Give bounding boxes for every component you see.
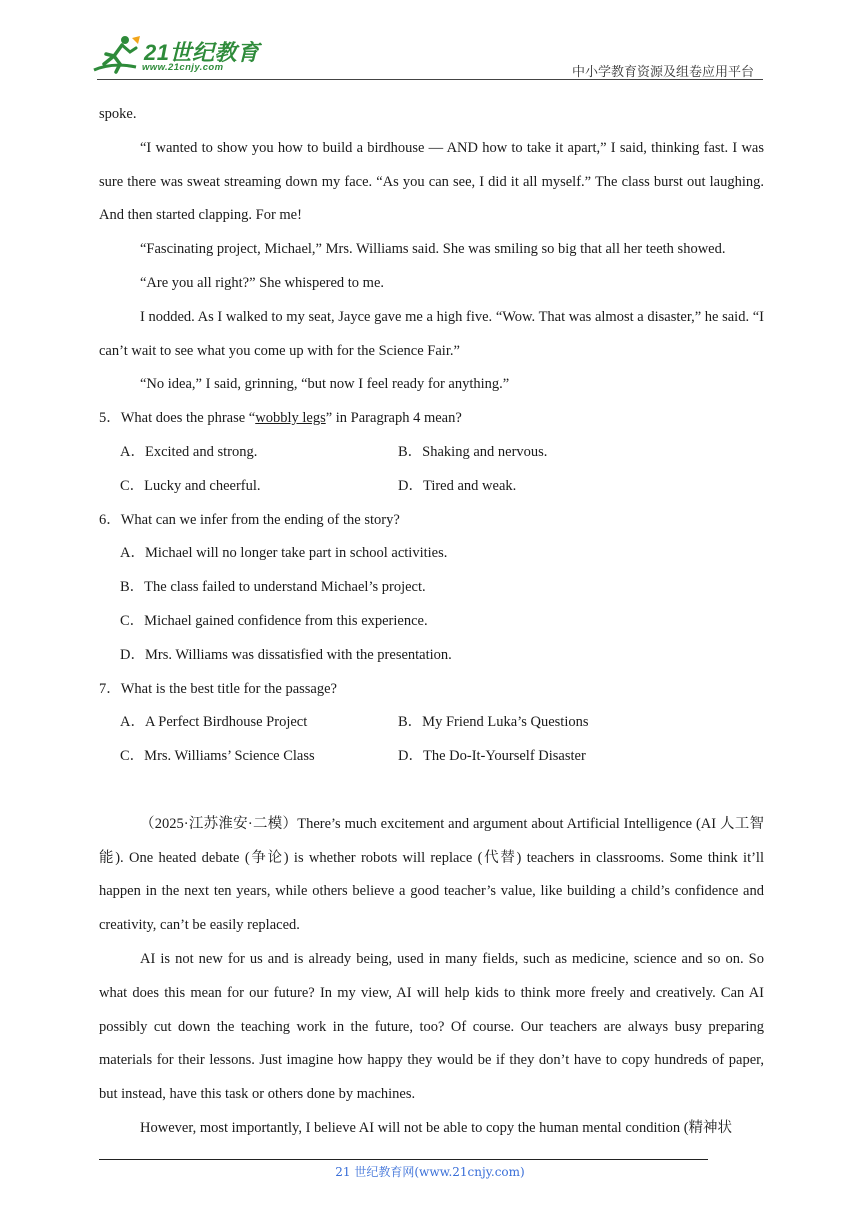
- underlined-term: wobbly legs: [255, 410, 326, 427]
- option-d: D．Mrs. Williams was dissatisfied with the presentation.: [120, 646, 452, 663]
- paragraph: I nodded. As I walked to my seat, Jayce gave me a high five. “Wow. That was almost a disaster,” he said. “I can’t wait to see what you come up with for the Science Fair.”: [99, 308, 764, 359]
- question-7: 7．What is the best title for the passage?: [99, 680, 337, 697]
- question-5: [99, 402, 764, 436]
- option-a: A．Michael will no longer take part in school activities.: [120, 545, 448, 562]
- option-d: D．The Do-It-Yourself Disaster: [398, 748, 586, 765]
- options-row: [99, 436, 764, 470]
- blank-line: [99, 774, 764, 808]
- page-header: [0, 0, 860, 90]
- paragraph: （2025·江苏淮安·二模）There’s much excitement and argument about Artificial Intelligence (AI 人工智能). One heated debate (争论) is whether robots will replace (代替) teachers in classrooms. Some think it’ll happen in the next ten years, while others believe a good teacher’s value, like building a child’s confidence and creativity, can’t be easily replaced.: [99, 815, 764, 934]
- logo-url: www.21cnjy.com: [142, 62, 224, 73]
- option-c: C．Lucky and cheerful.: [120, 477, 261, 494]
- option-c: C．Michael gained confidence from this experience.: [120, 612, 428, 629]
- options-row: [99, 470, 764, 504]
- paragraph: “No idea,” I said, grinning, “but now I feel ready for anything.”: [140, 376, 510, 393]
- paragraph: “Fascinating project, Michael,” Mrs. Williams said. She was smiling so big that all her teeth showed.: [140, 241, 726, 258]
- option-b: B．My Friend Luka’s Questions: [398, 714, 589, 731]
- document-body: [99, 98, 764, 1146]
- options-row: [99, 706, 764, 740]
- paragraph: “Are you all right?” She whispered to me.: [140, 274, 385, 291]
- question-text: 5．What does the phrase “: [99, 410, 256, 427]
- header-divider: [97, 79, 763, 80]
- paragraph: spoke.: [99, 106, 137, 122]
- option-c: C．Mrs. Williams’ Science Class: [120, 748, 315, 765]
- option-d: D．Tired and weak.: [398, 477, 517, 494]
- footer-divider: [99, 1159, 708, 1160]
- platform-name: 中小学教育资源及组卷应用平台: [571, 65, 754, 80]
- paragraph: “I wanted to show you how to build a birdhouse — AND how to take it apart,” I said, thinking fast. I was sure there was sweat streaming down my face. “As you can see, I did it all myself.” The class burst out laughing. And then started clapping. For me!: [99, 139, 764, 224]
- option-b: B．Shaking and nervous.: [398, 443, 548, 460]
- options-row: [99, 740, 764, 774]
- paragraph: However, most importantly, I believe AI will not be able to copy the human mental condition (精神状: [140, 1119, 733, 1136]
- runner-icon: [92, 34, 144, 78]
- page-footer: 21 世纪教育网(www.21cnjy.com): [335, 1165, 525, 1179]
- option-a: A．A Perfect Birdhouse Project: [120, 714, 308, 731]
- option-a: A．Excited and strong.: [120, 443, 258, 460]
- question-text: ” in Paragraph 4 mean?: [325, 410, 462, 427]
- paragraph: AI is not new for us and is already being, used in many fields, such as medicine, science and so on. So what does this mean for our future? In my view, AI will help kids to think more freely and creatively. Can AI possibly cut down the teaching work in the future, too? Of course. Our teachers are always busy preparing materials for their lessons. Just imagine how happy they would be if they don’t have to copy hundreds of paper, but instead, have this task or others done by machines.: [99, 950, 764, 1103]
- question-6: 6．What can we infer from the ending of the story?: [99, 511, 400, 528]
- option-b: B．The class failed to understand Michael’s project.: [120, 579, 426, 596]
- site-logo: [92, 34, 262, 78]
- logo-text: 21世纪教育: [144, 40, 260, 65]
